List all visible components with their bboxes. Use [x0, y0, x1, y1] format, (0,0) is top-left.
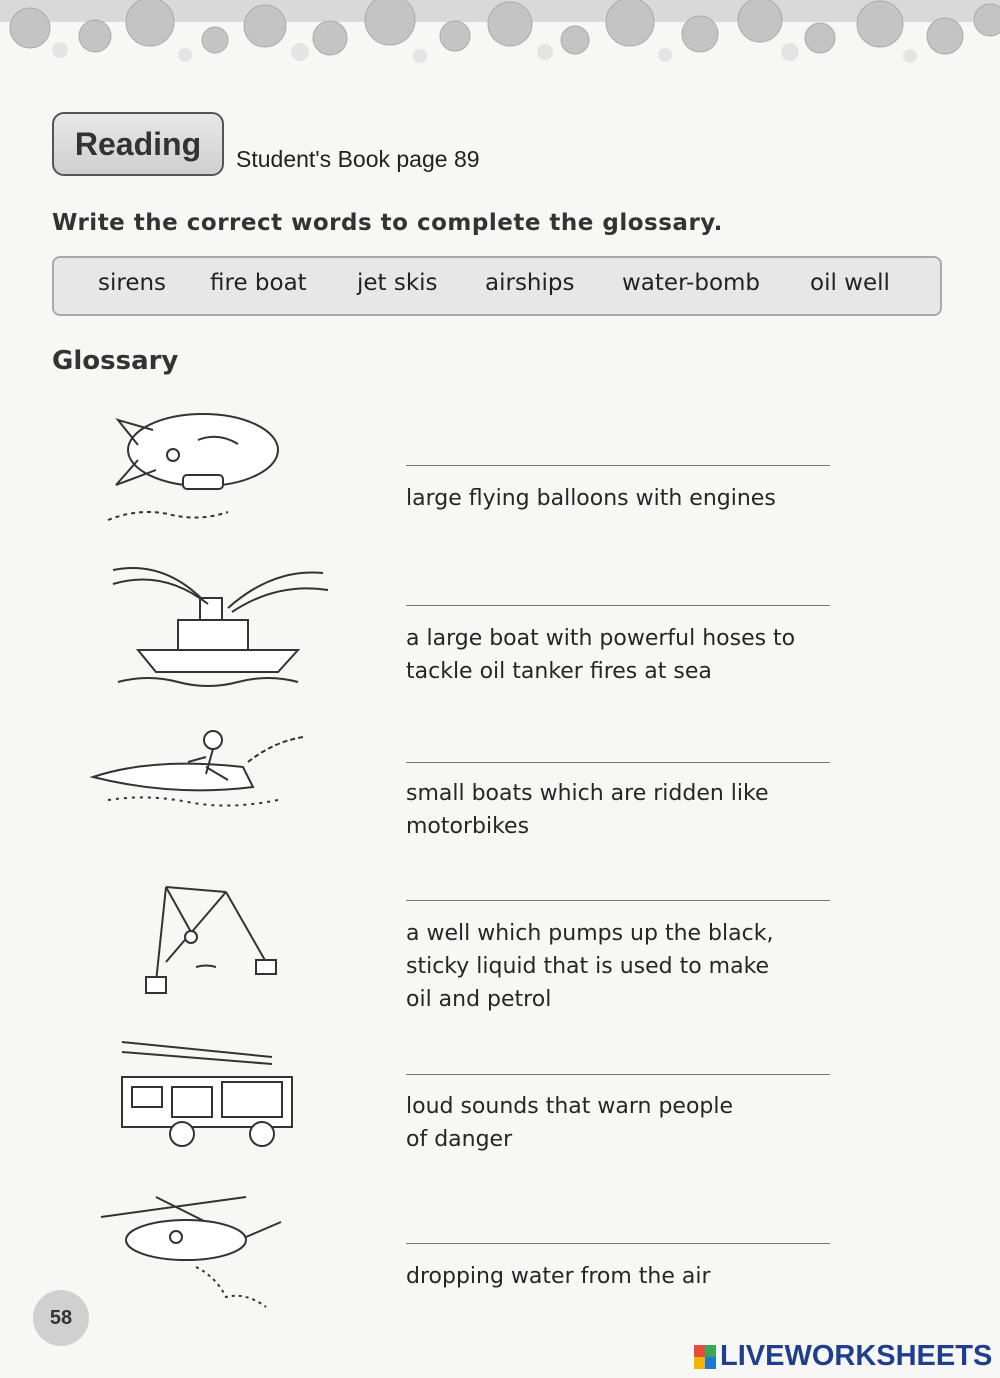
- reading-tab: Reading: [52, 112, 224, 176]
- definition-1: large flying balloons with engines: [406, 486, 776, 511]
- glossary-title: Glossary: [52, 346, 179, 376]
- word-bank-item: fire boat: [210, 270, 307, 296]
- answer-line-3[interactable]: [406, 762, 830, 763]
- definition-3: small boats which are ridden like motorbikes: [406, 781, 769, 839]
- word-bank-item: water-bomb: [622, 270, 761, 296]
- airship-icon: [98, 400, 298, 530]
- bubble-border-decoration: [0, 0, 1000, 80]
- definition-4: a well which pumps up the black, sticky liquid that is used to make oil and petrol: [406, 921, 774, 1012]
- word-bank-item: oil well: [810, 270, 890, 296]
- book-reference: Student's Book page 89: [236, 146, 480, 172]
- word-bank-item: jet skis: [357, 270, 438, 296]
- answer-line-1[interactable]: [406, 465, 830, 466]
- definition-2: a large boat with powerful hoses to tackle oil tanker fires at sea: [406, 626, 796, 684]
- page-number: 58: [33, 1290, 89, 1346]
- answer-line-4[interactable]: [406, 900, 830, 901]
- answer-line-6[interactable]: [406, 1243, 830, 1244]
- answer-line-5[interactable]: [406, 1074, 830, 1075]
- brand-logo-icon: [694, 1345, 716, 1369]
- instruction-text: Write the correct words to complete the glossary.: [52, 210, 723, 236]
- word-bank-item: airships: [485, 270, 575, 296]
- jet-ski-icon: [88, 722, 310, 834]
- helicopter-icon: [96, 1192, 296, 1310]
- brand-text: LIVEWORKSHEETS: [720, 1340, 993, 1372]
- fire-boat-icon: [108, 560, 330, 692]
- definition-6: dropping water from the air: [406, 1264, 711, 1289]
- oil-well-icon: [136, 882, 296, 1000]
- word-bank-item: sirens: [98, 270, 167, 296]
- fire-engine-icon: [112, 1032, 296, 1152]
- liveworksheets-logo: [694, 1340, 992, 1373]
- definition-5: loud sounds that warn people of danger: [406, 1094, 734, 1152]
- answer-line-2[interactable]: [406, 605, 830, 606]
